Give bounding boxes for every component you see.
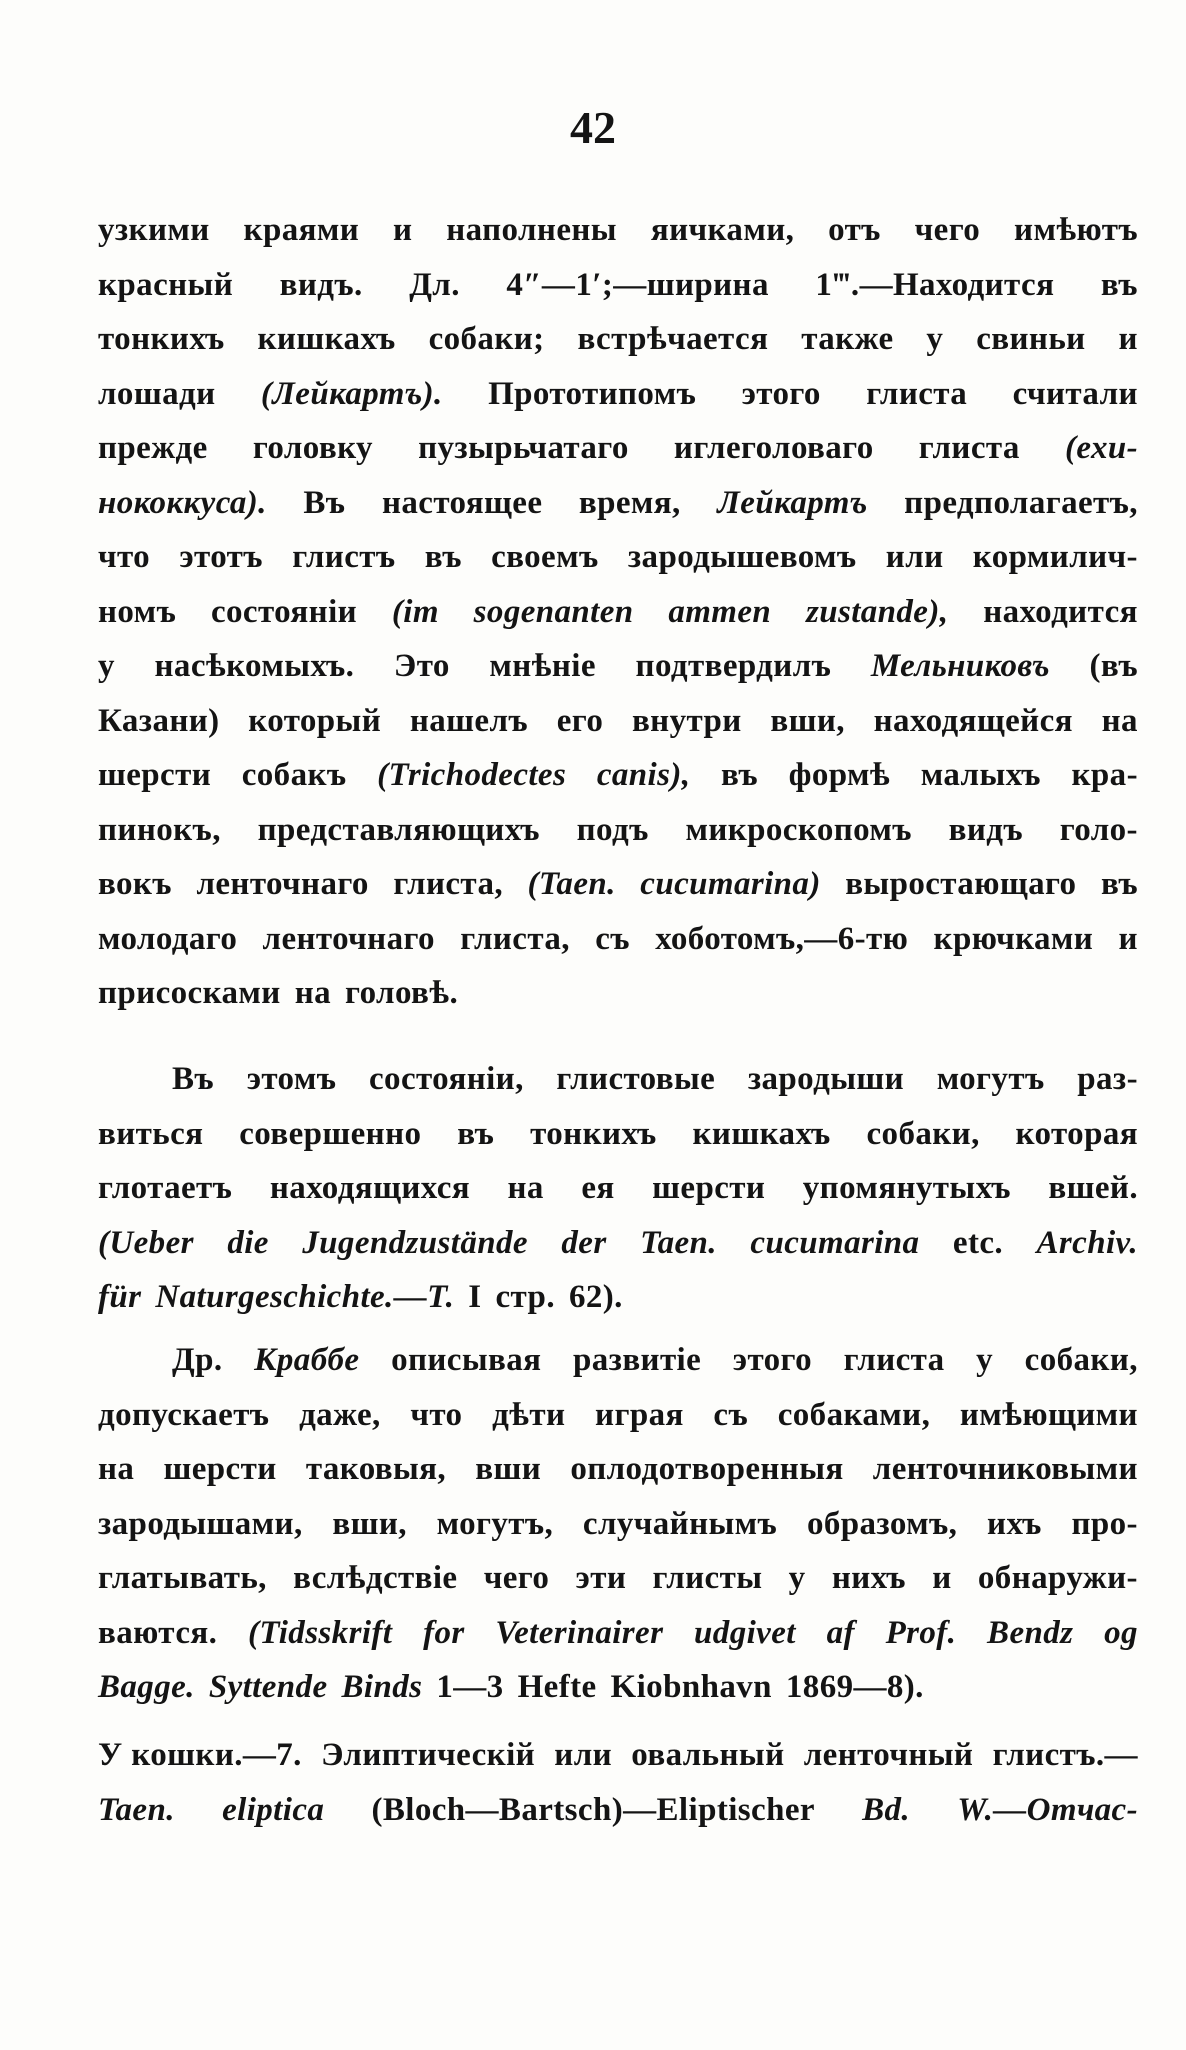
word: (въ: [1089, 648, 1138, 684]
word: (Bloch—Bartsch)—Eliptischer: [371, 1791, 815, 1828]
word: тонкихъ: [98, 321, 225, 357]
word: лошади: [98, 375, 216, 412]
word: (Tidsskrift: [248, 1614, 393, 1651]
word: глиста: [843, 1342, 945, 1378]
word: состояніи: [210, 593, 358, 630]
word: ленточнаго: [262, 920, 435, 957]
word: своемъ: [491, 539, 599, 575]
word: на: [294, 975, 332, 1011]
word: кишкахъ: [257, 321, 396, 357]
word: Jugendzustände: [302, 1224, 528, 1261]
word: die: [227, 1224, 269, 1261]
word: Archiv.: [1036, 1224, 1138, 1261]
word: чего: [914, 212, 981, 248]
word: глистъ: [292, 539, 396, 575]
word: etc.: [952, 1224, 1004, 1261]
word: отъ: [828, 212, 881, 248]
word: про-: [1071, 1505, 1138, 1542]
word: ленточный: [803, 1737, 974, 1773]
word: Это: [393, 648, 450, 684]
word: видъ.: [279, 266, 363, 303]
word: раз-: [1077, 1061, 1138, 1097]
word: Мельниковъ: [870, 648, 1050, 684]
word: съ: [595, 920, 630, 957]
text-line: [98, 1551, 1138, 1606]
word: Prof.: [885, 1614, 957, 1651]
word: прежде: [98, 430, 208, 466]
word: (Trichodectes: [377, 757, 567, 793]
word: играя: [595, 1396, 684, 1433]
word: на: [507, 1170, 544, 1206]
word: которая: [1015, 1115, 1138, 1152]
word: Binds: [341, 1669, 423, 1705]
word: пинокъ,: [98, 811, 221, 848]
word: красный: [98, 266, 234, 303]
word: формѣ: [788, 757, 891, 793]
word: нашелъ: [409, 702, 529, 739]
word: 4″—1′;—ширина: [506, 266, 769, 303]
word: собаки;: [428, 321, 545, 357]
word: имѣютъ: [1014, 212, 1138, 248]
word: кормилич-: [972, 539, 1138, 575]
text-line: [98, 1216, 1138, 1271]
word: находящейся: [873, 702, 1073, 739]
word: даже,: [299, 1396, 381, 1433]
word: пузырьчатаго: [418, 430, 629, 466]
word: узкими: [98, 212, 210, 248]
word: собаки,: [866, 1115, 980, 1152]
word: допускаетъ: [98, 1396, 270, 1433]
text-line: [98, 857, 1138, 912]
word: и: [393, 212, 413, 248]
word: яичками,: [650, 212, 795, 248]
word: свиньи: [976, 321, 1086, 357]
word: въ: [1100, 266, 1138, 303]
word: нококкуса).: [98, 484, 267, 521]
word: der: [561, 1224, 607, 1261]
word: развитіе: [573, 1342, 702, 1378]
word: этотъ: [179, 539, 263, 575]
word: глиста,: [393, 866, 503, 902]
word: совершенно: [239, 1115, 422, 1152]
text-line: [98, 1442, 1138, 1497]
text-line: [98, 1728, 1138, 1783]
word: могутъ: [936, 1061, 1045, 1097]
word: имѣющими: [959, 1396, 1138, 1433]
word: Taen.: [98, 1791, 175, 1828]
text-line: [98, 912, 1138, 967]
word: иглеголоваго: [673, 430, 874, 466]
word: ваются.: [98, 1614, 218, 1651]
word: (Лейкартъ).: [260, 375, 443, 412]
word: выростающаго: [845, 866, 1077, 902]
word: что: [98, 539, 151, 575]
word: собакъ: [241, 757, 347, 793]
word: у: [926, 321, 944, 357]
word: на: [1101, 702, 1138, 739]
word: (im: [391, 593, 439, 630]
word: Краббе: [254, 1342, 360, 1378]
text-line: [98, 421, 1138, 476]
word: внутри: [631, 702, 742, 739]
word: Казани): [98, 702, 220, 739]
word: въ: [720, 757, 759, 793]
word: canis),: [596, 757, 691, 793]
word: вшей.: [1048, 1170, 1138, 1206]
word: микроскопомъ: [685, 811, 912, 848]
word: случайнымъ: [582, 1505, 778, 1542]
word: Taen.: [640, 1224, 717, 1261]
word: подъ: [576, 811, 649, 848]
word: или: [554, 1737, 613, 1773]
word: также: [801, 321, 894, 357]
word: чего: [483, 1560, 550, 1596]
word: (Ueber: [98, 1224, 194, 1261]
word: собаками,: [777, 1396, 931, 1433]
word: Элиптическій: [321, 1737, 536, 1773]
word: голо-: [1059, 811, 1138, 848]
word: предполагаетъ,: [904, 484, 1138, 521]
word: и: [932, 1560, 952, 1596]
word: головку: [252, 430, 373, 466]
text-line: [98, 1783, 1138, 1838]
word: крючками: [933, 920, 1094, 957]
word: собаки,: [1024, 1342, 1138, 1378]
text-line: [98, 1660, 1138, 1715]
word: что: [410, 1396, 463, 1433]
word: Др.: [172, 1342, 223, 1378]
word: (Taen.: [527, 866, 616, 902]
word: 1‴.—Находится: [815, 266, 1055, 303]
text-line: [98, 258, 1138, 313]
word: глиста: [918, 430, 1020, 466]
word: Прототипомъ: [488, 375, 697, 412]
word: подтвердилъ: [635, 648, 832, 684]
word: малыхъ: [920, 757, 1041, 793]
word: вокъ: [98, 866, 172, 902]
word: for: [423, 1614, 465, 1651]
word: udgivet: [694, 1614, 796, 1651]
word: Дл.: [409, 266, 460, 303]
word: вши,: [332, 1505, 407, 1542]
text-line: [98, 476, 1138, 531]
word: Bagge.: [98, 1669, 195, 1705]
word: глиста: [866, 375, 968, 412]
text-line: [98, 585, 1138, 640]
word: вши: [475, 1451, 542, 1487]
word: съ: [713, 1396, 749, 1433]
word: присосками: [98, 975, 281, 1011]
word: тонкихъ: [530, 1115, 657, 1152]
word: хоботомъ,—6-тю: [655, 920, 909, 957]
word: шерсти: [98, 757, 212, 793]
word: sogenanten: [473, 593, 634, 630]
word: W.—Отчас-: [957, 1791, 1138, 1828]
word: глатывать,: [98, 1560, 267, 1596]
word: кра-: [1071, 757, 1138, 793]
word: 62).: [568, 1279, 623, 1315]
text-line: [98, 694, 1138, 749]
word: eliptica: [222, 1791, 325, 1828]
word: и: [1118, 920, 1138, 957]
word: 1869—8).: [785, 1669, 924, 1705]
text-line: [98, 1107, 1138, 1162]
word: на: [98, 1451, 135, 1487]
word: головѣ.: [345, 975, 459, 1011]
word: глистъ.—: [992, 1737, 1138, 1773]
text-line: [98, 367, 1138, 422]
word: zustande),: [805, 593, 949, 630]
word: мнѣніе: [489, 648, 596, 684]
word: cucumarina): [640, 866, 821, 902]
word: краями: [243, 212, 360, 248]
word: его: [556, 702, 604, 739]
word: дѣти: [492, 1396, 566, 1433]
word: für: [98, 1279, 142, 1315]
word: овальный: [631, 1737, 785, 1773]
text-line: [98, 530, 1138, 585]
text-line: [98, 1052, 1138, 1107]
word: зародышами,: [98, 1505, 303, 1542]
word: встрѣчается: [577, 321, 769, 357]
word: или: [885, 539, 944, 575]
word: глотаетъ: [98, 1170, 233, 1206]
word: могутъ,: [436, 1505, 554, 1542]
word: настоящее: [381, 484, 543, 521]
word: зародышевомъ: [627, 539, 857, 575]
paragraph-3: [98, 1333, 1138, 1715]
word: представляющихъ: [257, 811, 540, 848]
word: образомъ,: [806, 1505, 958, 1542]
word: ленточниковыми: [872, 1451, 1138, 1487]
word: у: [98, 648, 115, 684]
word: 1—3: [436, 1669, 504, 1705]
word: глисты: [652, 1560, 763, 1596]
word: номъ: [98, 593, 177, 630]
text-line: [98, 966, 1138, 1021]
word: шерсти: [652, 1170, 766, 1206]
word: наполнены: [446, 212, 617, 248]
text-line: [98, 748, 1138, 803]
word: I: [468, 1279, 482, 1315]
word: Въ: [172, 1061, 215, 1097]
word: находящихся: [269, 1170, 470, 1206]
word: Veterinairer: [495, 1614, 664, 1651]
word: глиста,: [460, 920, 570, 957]
word: нихъ: [831, 1560, 906, 1596]
word: молодаго: [98, 920, 238, 957]
word: у: [788, 1560, 806, 1596]
word: оплодотворенныя: [570, 1451, 844, 1487]
word: og: [1104, 1614, 1138, 1651]
word: ammen: [668, 593, 772, 630]
word: cucumarina: [750, 1224, 920, 1261]
word: этомъ: [246, 1061, 337, 1097]
word: шерсти: [163, 1451, 277, 1487]
word: Syttende: [208, 1669, 328, 1705]
text-line: [98, 803, 1138, 858]
word: Bendz: [987, 1614, 1074, 1651]
word: этого: [741, 375, 821, 412]
word: и: [1118, 321, 1138, 357]
word: Въ: [303, 484, 346, 521]
word: время,: [578, 484, 681, 521]
word: У кошки.—7.: [98, 1737, 302, 1773]
text-line: [98, 1388, 1138, 1443]
word: обнаружи-: [977, 1560, 1138, 1596]
text-line: [98, 1606, 1138, 1661]
word: насѣкомыхъ.: [154, 648, 355, 684]
word: въ: [1100, 866, 1138, 902]
word: таковыя,: [305, 1451, 447, 1487]
word: (ехи-: [1064, 430, 1138, 466]
page-number: 42: [570, 102, 616, 153]
word: виться: [98, 1115, 204, 1152]
word: этого: [732, 1342, 812, 1378]
word: считали: [1012, 375, 1138, 412]
word: Лейкартъ: [717, 484, 868, 521]
paragraph-4: [98, 1728, 1138, 1837]
text-line: [98, 1270, 1138, 1325]
text-line: [98, 203, 1138, 258]
paragraph-1: [98, 203, 1138, 1021]
word: кишкахъ: [692, 1115, 831, 1152]
word: вши,: [770, 702, 845, 739]
word: видъ: [948, 811, 1024, 848]
paragraph-2: [98, 1052, 1138, 1325]
word: въ: [424, 539, 462, 575]
word: af: [826, 1614, 855, 1651]
text-line: [98, 1161, 1138, 1216]
word: у: [976, 1342, 994, 1378]
word: Naturgeschichte.—Т.: [155, 1279, 455, 1315]
word: Bd.: [862, 1791, 911, 1828]
word: находится: [983, 593, 1138, 630]
word: Hefte: [517, 1669, 597, 1705]
word: упомянутыхъ: [802, 1170, 1011, 1206]
word: Kiobnhavn: [610, 1669, 772, 1705]
word: стр.: [495, 1279, 555, 1315]
word: состояніи,: [369, 1061, 524, 1097]
word: зародыши: [747, 1061, 905, 1097]
word: ленточнаго: [196, 866, 369, 902]
word: который: [248, 702, 382, 739]
word: эти: [575, 1560, 627, 1596]
text-line: [98, 312, 1138, 367]
word: ея: [581, 1170, 615, 1206]
word: описывая: [391, 1342, 542, 1378]
word: въ: [457, 1115, 495, 1152]
word: глистовые: [556, 1061, 716, 1097]
text-line: [98, 1333, 1138, 1388]
text-line: [98, 639, 1138, 694]
word: вслѣдствіе: [293, 1560, 458, 1596]
word: ихъ: [987, 1505, 1042, 1542]
text-line: [98, 1497, 1138, 1552]
